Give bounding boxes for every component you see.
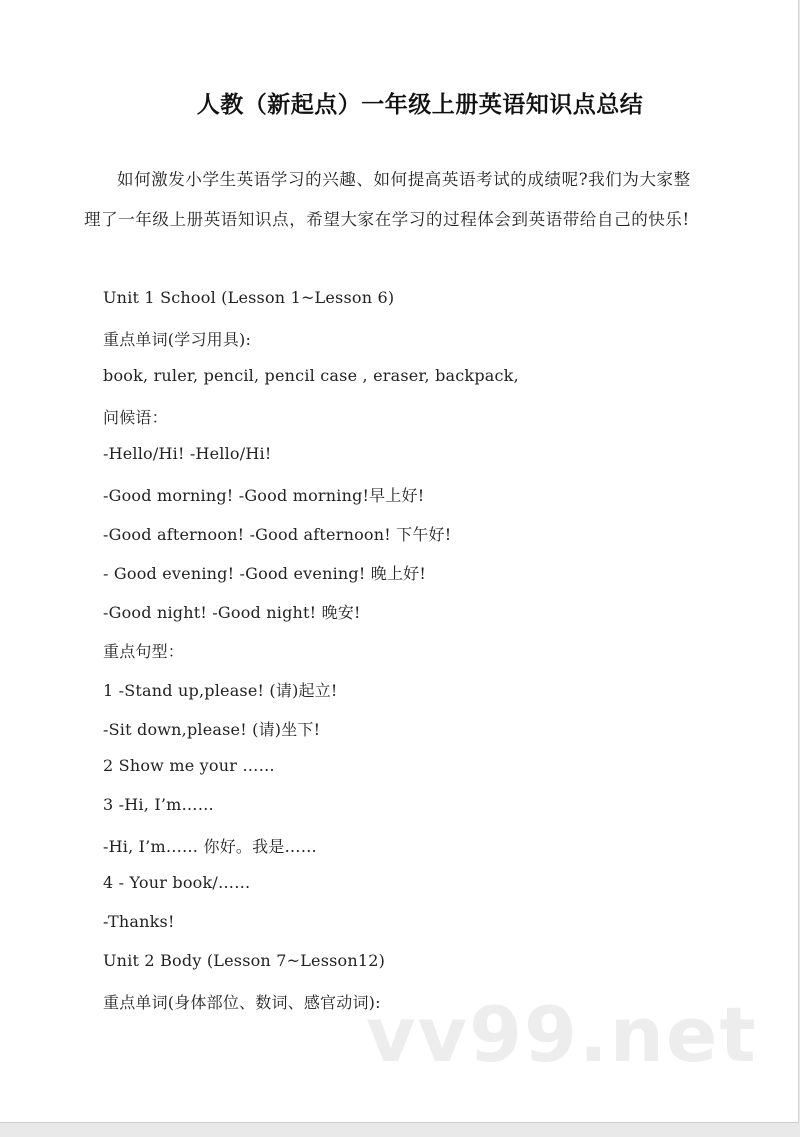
section-key-words-2: 重点单词(身体部位、数词、感官动词): (103, 993, 381, 1012)
greeting-line: - Good evening! -Good evening! 晚上好! (103, 564, 426, 583)
sentence-line: 2 Show me your …… (103, 756, 275, 775)
section-greetings: 问候语： (103, 408, 168, 427)
watermark: vv99.net (366, 990, 758, 1079)
unit-1-heading: Unit 1 School (Lesson 1~Lesson 6) (103, 288, 395, 307)
greeting-line: -Good afternoon! -Good afternoon! 下午好! (103, 525, 452, 544)
page-title: 人教（新起点）一年级上册英语知识点总结 (196, 92, 644, 118)
greeting-line: -Good night! -Good night! 晚安! (103, 603, 361, 622)
sentence-line: 4 - Your book/…… (103, 873, 251, 892)
section-key-words: 重点单词(学习用具): (103, 330, 252, 349)
section-key-sentences: 重点句型： (103, 642, 185, 661)
vocab-line: book, ruler, pencil, pencil case , eraser, backpack, (103, 366, 519, 385)
sentence-line: -Thanks! (103, 912, 175, 931)
sentence-line: 1 -Stand up,please! (请)起立! (103, 681, 338, 700)
greeting-line: -Hello/Hi! -Hello/Hi! (103, 444, 272, 463)
sentence-line: -Hi, I’m…… 你好。我是…… (103, 837, 317, 856)
greeting-line: -Good morning! -Good morning!早上好! (103, 486, 425, 505)
sentence-line: 3 -Hi, I’m…… (103, 795, 214, 814)
unit-2-heading: Unit 2 Body (Lesson 7~Lesson12) (103, 951, 386, 970)
intro-paragraph: 如何激发小学生英语学习的兴趣、如何提高英语考试的成绩呢?我们为大家整理了一年级上册英语知识点，希望大家在学习的过程体会到英语带给自己的快乐! (84, 170, 691, 229)
sentence-line: -Sit down,please! (请)坐下! (103, 720, 321, 739)
